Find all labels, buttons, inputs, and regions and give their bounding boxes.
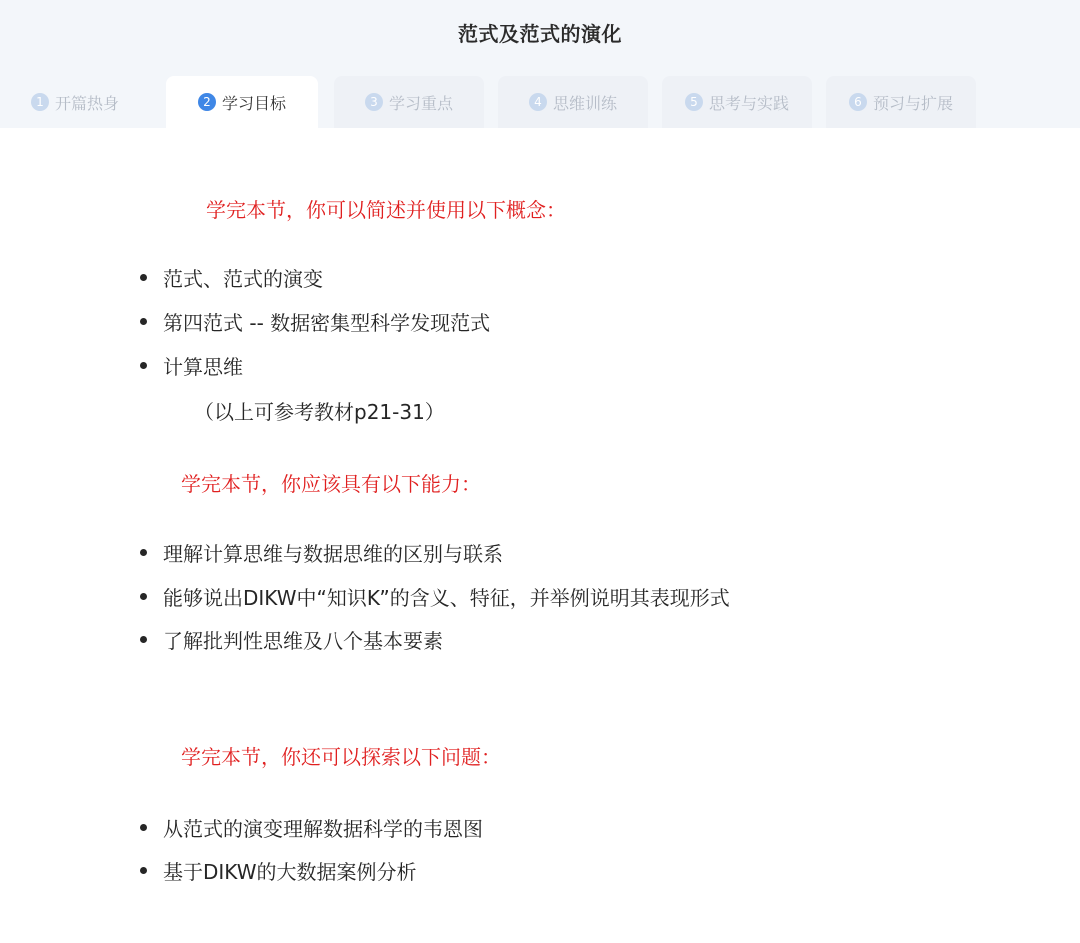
tab-learning-goals[interactable] bbox=[166, 76, 318, 128]
tab-reflection-practice[interactable] bbox=[662, 76, 812, 128]
page-title: 范式及范式的演化 bbox=[458, 22, 622, 46]
tab-content-panel bbox=[0, 128, 1080, 943]
list-item bbox=[140, 625, 443, 653]
section-heading-abilities: 学完本节，你应该具有以下能力： bbox=[181, 472, 481, 496]
list-item bbox=[140, 263, 323, 291]
tab-preview-extension[interactable] bbox=[826, 76, 976, 128]
list-item-text: 从范式的演变理解数据科学的韦恩图 bbox=[163, 816, 483, 841]
tab-number-badge: 5 bbox=[685, 93, 703, 111]
bullet-icon bbox=[140, 362, 147, 369]
list-item bbox=[140, 538, 503, 566]
tab-label: 预习与扩展 bbox=[872, 93, 953, 113]
tab-number-badge: 4 bbox=[529, 93, 547, 111]
tab-key-points[interactable] bbox=[334, 76, 484, 128]
section-heading-explore: 学完本节，你还可以探索以下问题： bbox=[181, 745, 501, 769]
tab-number-badge: 1 bbox=[31, 93, 49, 111]
list-item bbox=[140, 351, 243, 379]
bullet-icon bbox=[140, 318, 147, 325]
bullet-icon bbox=[140, 274, 147, 281]
list-item bbox=[140, 307, 490, 335]
list-item-text: 范式、范式的演变 bbox=[163, 266, 323, 291]
list-item-text: 了解批判性思维及八个基本要素 bbox=[163, 628, 443, 653]
tab-thinking-training[interactable] bbox=[498, 76, 648, 128]
tab-bar bbox=[0, 76, 1080, 128]
list-item bbox=[140, 856, 416, 884]
header-bar bbox=[0, 0, 1080, 128]
reference-note: （以上可参考教材p21-31） bbox=[194, 400, 445, 424]
tab-number-badge: 2 bbox=[198, 93, 216, 111]
tab-label: 思维训练 bbox=[552, 93, 617, 113]
tab-number-badge: 6 bbox=[849, 93, 867, 111]
tab-number-badge: 3 bbox=[365, 93, 383, 111]
list-item bbox=[140, 582, 730, 610]
tab-warmup[interactable] bbox=[0, 76, 150, 128]
list-item-text: 第四范式 -- 数据密集型科学发现范式 bbox=[163, 310, 491, 335]
bullet-icon bbox=[140, 636, 147, 643]
section-heading-concepts: 学完本节，你可以简述并使用以下概念： bbox=[206, 198, 566, 222]
list-item-text: 理解计算思维与数据思维的区别与联系 bbox=[163, 541, 503, 566]
list-item-text: 基于DIKW的大数据案例分析 bbox=[163, 859, 417, 884]
list-item-text: 计算思维 bbox=[163, 354, 243, 379]
bullet-icon bbox=[140, 867, 147, 874]
tab-label: 学习重点 bbox=[388, 93, 453, 113]
bullet-icon bbox=[140, 824, 147, 831]
list-item bbox=[140, 813, 483, 841]
list-item-text: 能够说出DIKW中“知识K”的含义、特征，并举例说明其表现形式 bbox=[163, 585, 730, 610]
tab-label: 思考与实践 bbox=[708, 93, 789, 113]
bullet-icon bbox=[140, 593, 147, 600]
tab-label: 学习目标 bbox=[221, 93, 286, 113]
bullet-icon bbox=[140, 549, 147, 556]
tab-label: 开篇热身 bbox=[54, 93, 119, 113]
